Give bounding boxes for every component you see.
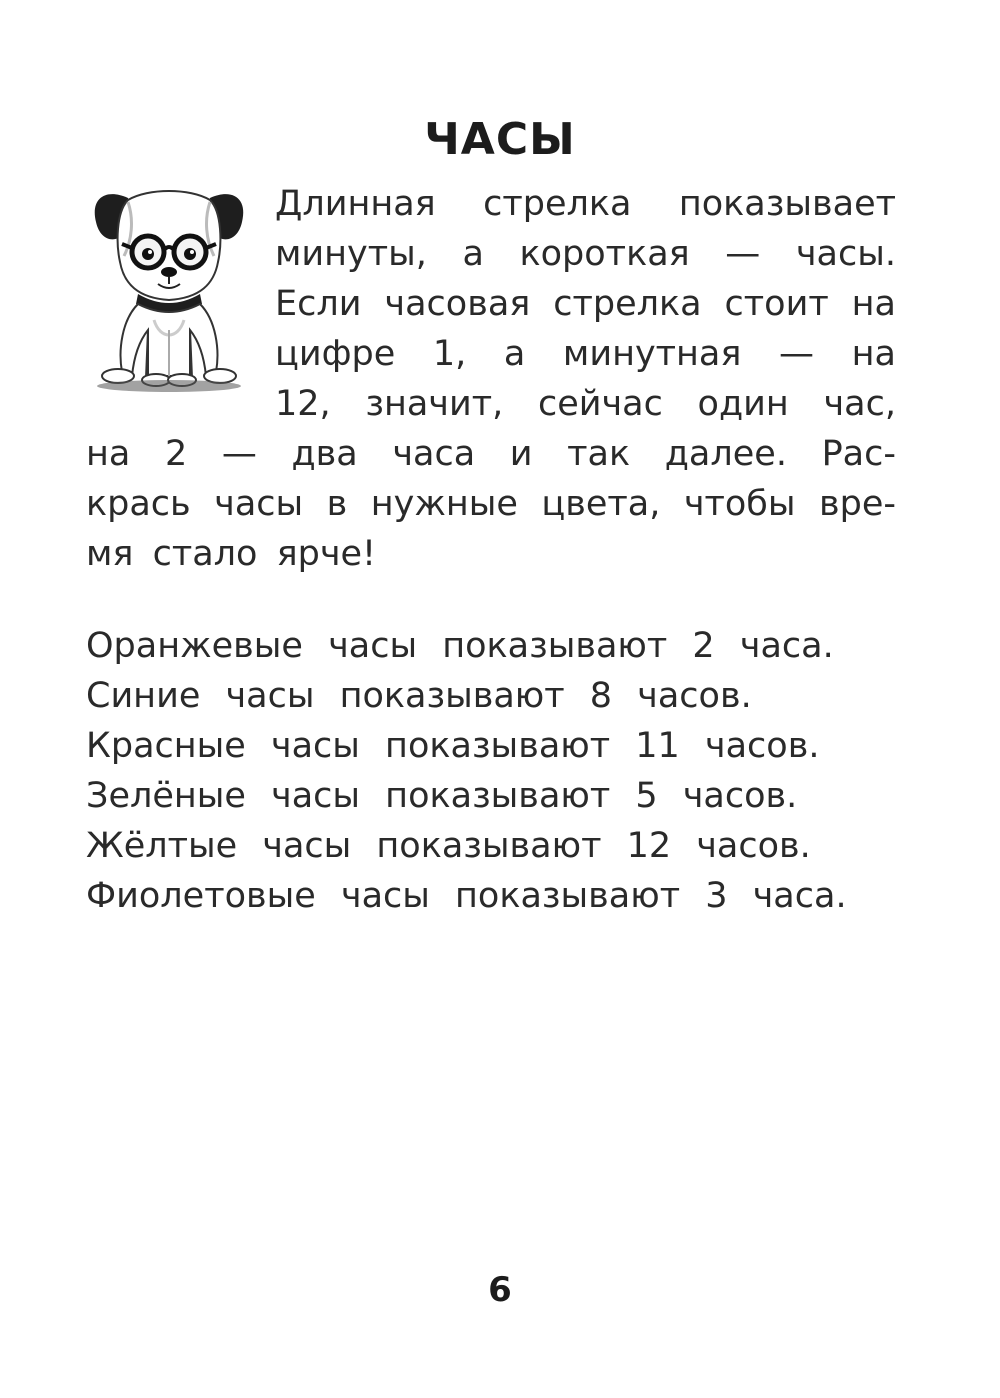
intro-line-5: 12, значит, сейчас один час,	[275, 384, 896, 424]
intro-line-1: Длинная стрелка показывает	[275, 184, 896, 224]
statement-purple: Фиолетовые часы показывают 3 часа.	[86, 876, 847, 916]
statement-green: Зелёные часы показывают 5 часов.	[86, 776, 798, 816]
statement-red: Красные часы показывают 11 часов.	[86, 726, 820, 766]
intro-line-6: на 2 — два часа и так далее. Рас-	[86, 434, 896, 474]
statement-orange: Оранжевые часы показывают 2 часа.	[86, 626, 834, 666]
intro-line-8: мя стало ярче!	[86, 534, 377, 574]
intro-line-3: Если часовая стрелка стоит на	[275, 284, 896, 324]
intro-line-4: цифре 1, а минутная — на	[275, 334, 896, 374]
intro-line-2: минуты, а короткая — часы.	[275, 234, 896, 274]
puppy-with-glasses-icon	[88, 180, 250, 395]
statement-blue: Синие часы показывают 8 часов.	[86, 676, 752, 716]
intro-line-7: крась часы в нужные цвета, чтобы вре-	[86, 484, 896, 524]
page-number: 6	[488, 1270, 512, 1310]
statement-yellow: Жёлтые часы показывают 12 часов.	[86, 826, 811, 866]
page-title: ЧАСЫ	[424, 114, 576, 165]
